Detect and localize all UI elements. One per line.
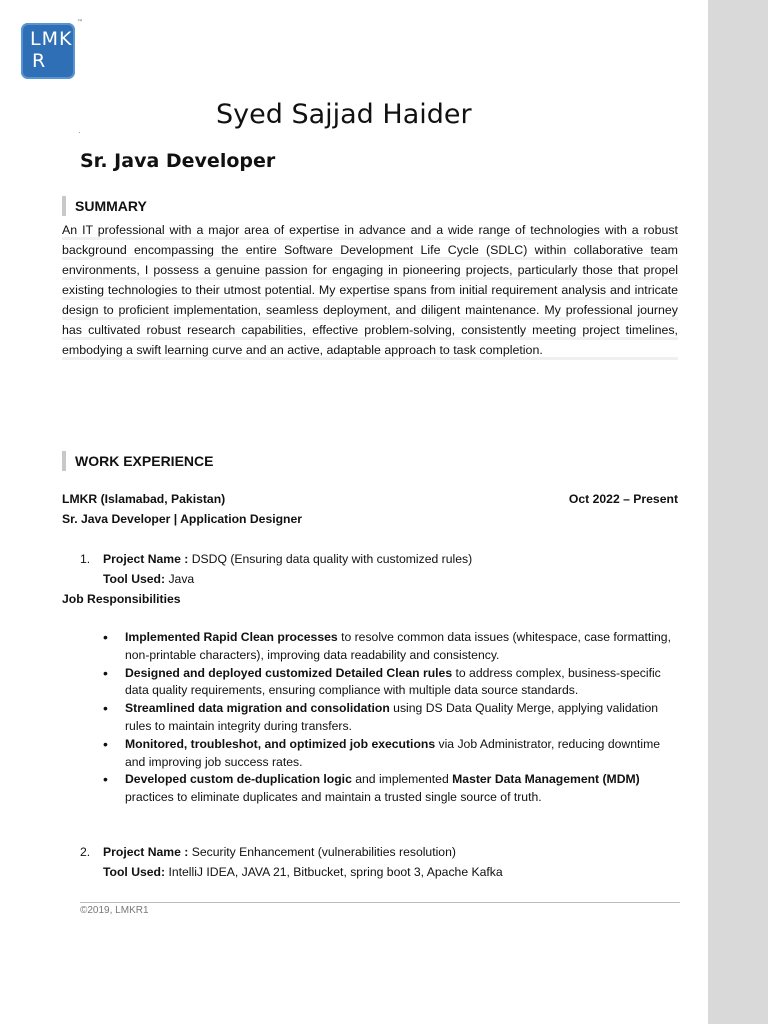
responsibilities-list (100, 629, 680, 807)
bullet-icon: • (103, 735, 108, 752)
bullet-icon: • (103, 700, 108, 717)
candidate-name: Syed Sajjad Haider (216, 99, 472, 130)
list-item: • Monitored, troubleshot, and optimized job executions via Job Administrator, reducing downtime and improving job success rates. (103, 735, 661, 769)
company-location: LMKR (Islamabad, Pakistan) (62, 492, 226, 506)
project-2-number: 2. (80, 845, 91, 859)
summary-text: An IT professional with a major area of expertise in advance and a wide range of technologies with a robust background encompassing the entire Software Development Life Cycle (SDLC) within collaborative team environments, I possess a genuine passion for engaging in pioneering projects, particularly those that propel existing technologies to their utmost potential. My expertise spans from initial requirement analysis and intricate design to proficient implementation, seamless deployment, and diligent maintenance. My professional journey has cultivated robust research capabilities, effective problem-solving, consistently meeting project timelines, embodying a swift learning curve and an active, adaptable approach to task completion. (62, 220, 678, 360)
list-item: • Streamlined data migration and consolidation using DS Data Quality Merge, applying validation rules to maintain integrity during transfers. (103, 700, 659, 733)
footer-divider (80, 902, 680, 903)
work-experience-heading: WORK EXPERIENCE (62, 451, 213, 471)
bullet-icon: • (103, 664, 108, 681)
logo-text-line1: LMK (30, 28, 73, 50)
summary-heading: SUMMARY (62, 196, 147, 216)
logo-text-line2: R (32, 50, 47, 72)
project-1-tools: Tool Used: Java (103, 572, 195, 586)
job-responsibilities-heading: Job Responsibilities (62, 592, 181, 606)
stray-mark: · (78, 128, 81, 137)
project-1-number: 1. (80, 552, 91, 566)
employment-dates: Oct 2022 – Present (568, 492, 678, 506)
job-title: Sr. Java Developer (80, 150, 276, 172)
position-title: Sr. Java Developer | Application Designer (62, 512, 303, 526)
list-item: • Designed and deployed customized Detailed Clean rules to address complex, business-specific data quality requirements, ensuring compliance with multiple data source standards. (103, 664, 661, 698)
lmkr-logo (21, 19, 83, 79)
logo-trademark: ™ (77, 19, 83, 26)
bullet-icon: • (103, 629, 108, 645)
viewer-margin (708, 0, 768, 1024)
footer-copyright: ©2019, LMKR1 (80, 905, 149, 916)
project-2-tools: Tool Used: IntelliJ IDEA, JAVA 21, Bitbucket, spring boot 3, Apache Kafka (103, 865, 503, 879)
list-item: • Implemented Rapid Clean processes to resolve common data issues (whitespace, case formatting, non-printable characters), improving data readability and consistency. (103, 629, 671, 662)
project-2-name: Project Name : Security Enhancement (vulnerabilities resolution) (103, 845, 456, 859)
list-item: • Developed custom de-duplication logic and implemented Master Data Management (MDM) practices to eliminate duplicates and maintain a trusted single source of truth. (103, 771, 640, 805)
project-1-name: Project Name : DSDQ (Ensuring data quality with customized rules) (103, 552, 473, 566)
bullet-icon: • (103, 771, 108, 788)
